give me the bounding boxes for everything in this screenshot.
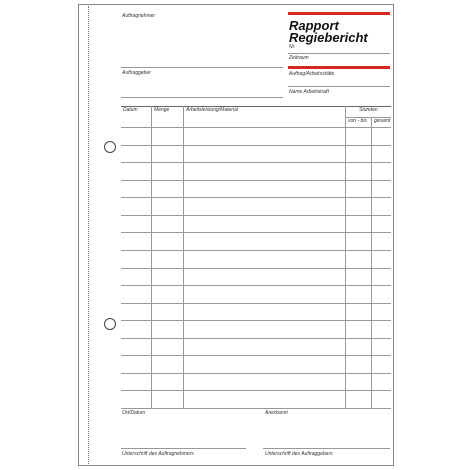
table-row[interactable] [121, 250, 391, 251]
table-row[interactable] [121, 373, 391, 374]
perforation-line [88, 6, 89, 464]
auftrag-label: Auftrag/Arbeitsstätte [289, 71, 335, 77]
table-row[interactable] [121, 408, 391, 409]
col-divider [345, 106, 346, 408]
auftragnehmer-field[interactable] [121, 67, 283, 68]
col-header-stunden: Stunden [359, 107, 378, 113]
col-header-gesamt: gesamt [374, 118, 391, 124]
table-row[interactable] [121, 355, 391, 356]
punch-hole-icon [104, 318, 116, 330]
nr-field[interactable] [288, 53, 390, 54]
col-header-datum: Datum [123, 107, 138, 113]
auftrag-field[interactable] [288, 86, 390, 87]
arbeitskraft-label: Name Arbeitskraft [289, 89, 329, 95]
form-title: Rapport [289, 18, 339, 33]
work-table [121, 106, 391, 408]
col-divider [151, 106, 152, 408]
table-row[interactable] [121, 285, 391, 286]
anerkannt-label: Anerkannt [265, 410, 288, 416]
table-row[interactable] [121, 162, 391, 163]
signature-line-auftraggeber[interactable] [263, 448, 390, 449]
table-row[interactable] [121, 390, 391, 391]
auftraggeber-field[interactable] [121, 97, 283, 98]
table-row[interactable] [121, 145, 391, 146]
table-row[interactable] [121, 215, 391, 216]
table-row[interactable] [121, 268, 391, 269]
table-row[interactable] [121, 320, 391, 321]
punch-hole-icon [104, 141, 116, 153]
col-header-arbeitsleistung: Arbeitsleistung/Material [186, 107, 238, 113]
table-row[interactable] [121, 338, 391, 339]
signature-line-auftragnehmer[interactable] [121, 448, 246, 449]
table-row[interactable] [121, 197, 391, 198]
table-row[interactable] [121, 232, 391, 233]
col-header-menge: Menge [154, 107, 170, 113]
nr-label: Nr. [289, 44, 296, 50]
auftragnehmer-label: Auftragnehmer [122, 13, 156, 19]
table-row[interactable] [121, 180, 391, 181]
form-subtitle: Regiebericht [289, 30, 368, 45]
sig-auftragnehmer-label: Unterschrift des Auftragnehmers [122, 451, 194, 457]
zeitraum-label: Zeitraum [289, 55, 309, 61]
ort-datum-label: Ort/Datum [122, 410, 146, 416]
title-bar-top [288, 12, 390, 15]
table-row[interactable] [121, 303, 391, 304]
title-bar-bottom [288, 66, 390, 69]
auftraggeber-label: Auftraggeber [122, 70, 151, 76]
col-divider [183, 106, 184, 408]
col-header-von-bis: von - bis [348, 118, 367, 124]
sig-auftraggeber-label: Unterschrift des Auftraggebers [265, 451, 333, 457]
table-row[interactable] [121, 127, 391, 128]
